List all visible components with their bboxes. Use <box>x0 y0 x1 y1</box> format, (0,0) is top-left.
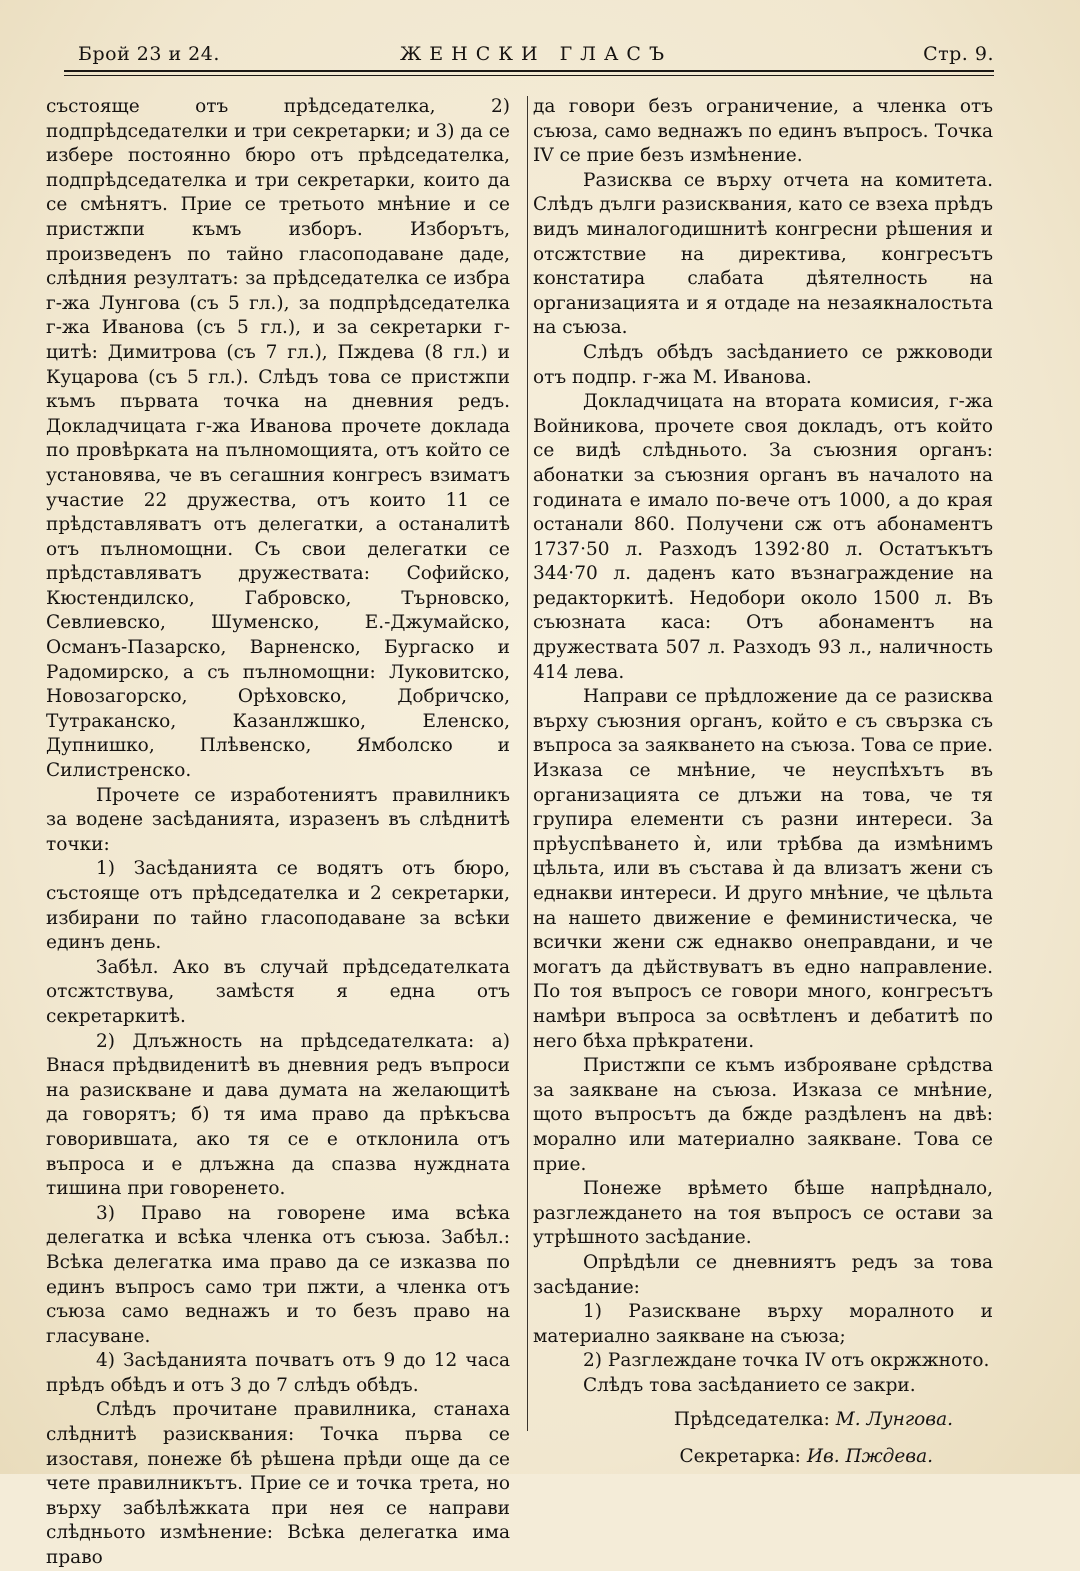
issue-number: Брой 23 и 24. <box>78 43 220 65</box>
header-rule-thick <box>64 70 994 72</box>
column-divider <box>527 96 528 1431</box>
paragraph: 3) Право на говорене има всѣка делегатка и всѣка членка отъ съюза. Забѣл.: Всѣка делегатка има право да се изказва по единъ въпросъ само три пжти, а членка отъ съюза само веднажъ и то безъ право на гласуване. <box>46 1202 510 1347</box>
paragraph: 1) Разискване върху моралното и материално заякване на съюза; <box>533 1301 993 1347</box>
paragraph: Разисква се върху отчета на комитета. Слѣдъ дълги разисквания, като се взеха прѣдъ видъ миналогодишнитѣ конгресни рѣшения и отсжтствие на директива, конгресътъ констатира слабата дѣятелность на организацията и я отдаде на незаякналостьта на съюза. <box>533 169 993 339</box>
chair-signature <box>533 1408 993 1433</box>
paragraph: Слѣдъ прочитане правилника, станаха слѣднитѣ разисквания: Точка първа се изоставя, понеже бѣ рѣшена прѣди още да се чете правилникътъ. Прие се и точка трета, но върху забѣлѣжката при нея се направи слѣдньото измѣнение: Всѣка делегатка има право <box>46 1399 510 1569</box>
left-column <box>46 95 510 1571</box>
paragraph: Направи се прѣдложение да се разисква върху съюзния органъ, който е съ свързка съ въпроса за заякването на съюза. Това се прие. Изказа се мнѣние, че неуспѣхътъ въ организацията се длъжи на това, че тя групира елементи съ разни интереси. За прѣуспѣването ѝ, или трѣбва да измѣнимъ цѣльта, или въ състава ѝ да влизатъ жени съ еднакви интереси. И друго мнѣние, че цѣльта на нашето движение е феминистическа, че всички жени сж еднакво онеправдани, и че могатъ да дѣйствуватъ въ едно направление. По тоя въпросъ се говори много, конгресътъ намѣри въпроса за освѣтленъ и дебатитѣ по него бѣха прѣкратени. <box>533 686 993 1052</box>
paragraph: Понеже врѣмето бѣше напрѣднало, разглеждането на тоя въпросъ се остави за утрѣшното засѣдание. <box>533 1178 993 1249</box>
paragraph: Слѣдъ това засѣданието се закри. <box>583 1374 916 1396</box>
page-header <box>78 40 994 66</box>
paragraph: Пристжпи се къмъ изброяване срѣдства за заякване на съюза. Изказа се мнѣние, щото въпросътъ да бжде раздѣленъ на двѣ: морално или материално заякване. Това се прие. <box>533 1055 993 1175</box>
secretary-label: Секретарка: <box>679 1446 801 1468</box>
right-column <box>533 95 993 1470</box>
chair-name: М. Лунгова. <box>835 1409 953 1431</box>
paragraph: 2) Длъжность на прѣдседателката: а) Внася прѣдвиденитѣ въ дневния редъ въпроси на разискване и дава думата на желающитѣ да говорятъ; б) тя има право да прѣкъсва говорившата, ако тя се е отклонила отъ въпроса и е длъжна да спазва нуждната тишина при говоренето. <box>46 1030 510 1200</box>
paragraph: 4) Засѣданията почватъ отъ 9 до 12 часа прѣдъ обѣдъ и отъ 3 до 7 слѣдъ обѣдъ. <box>46 1350 510 1396</box>
paragraph: състояще отъ прѣдседателка, 2) подпрѣдседателки и три секретарки; и 3) да се избере постоянно бюро отъ прѣдседателка, подпрѣдседателка и три секретарки, които да се смѣнятъ. Прие се третьото мнѣние и се пристжпи къмъ изборъ. Изборътъ, произведенъ по тайно гласоподаване даде, слѣдния резултатъ: за прѣдседателка се избра г-жа Лунгова (съ 5 гл.), за подпрѣдседателка г-жа Иванова (съ 5 гл.), и за секретарки г-цитѣ: Димитрова (съ 7 гл.), Пждева (8 гл.) и Куцарова (съ 5 гл.). Слѣдъ това се пристжпи къмъ първата точка на дневния редъ. Докладчицата г-жа Иванова прочете доклада по провѣрката на пълномощията, отъ който се установява, че въ сегашния конгресъ взиматъ участие 22 дружества, отъ които 11 се прѣдставляватъ отъ делегатки, а останалитѣ отъ пълномощни. Съ свои делегатки се прѣдставляватъ дружествата: Софийско, Кюстендилско, Габровско, Търновско, Севлиевско, Шуменско, Е.-Джумайско, Османъ-Пазарско, Варненско, Бургаско и Радомирско, а съ пълномощни: Луковитско, Новозагорско, Орѣховско, Добричско, Тутраканско, Казанлжшко, Еленско, Дупнишко, Плѣвенско, Ямболско и Силистренско. <box>46 96 510 782</box>
newspaper-title: ЖЕНСКИ ГЛАСЪ <box>399 43 673 65</box>
secretary-name: Ив. Пждева. <box>806 1446 933 1468</box>
paragraph: Опрѣдѣли се дневниятъ редъ за това засѣдание: <box>533 1251 993 1298</box>
paragraph: 2) Разглеждане точка IV отъ окржжното. <box>583 1350 990 1372</box>
page-number: Стр. 9. <box>923 43 994 65</box>
paragraph: Слѣдъ обѣдъ засѣданието се ржководи отъ подпр. г-жа М. Иванова. <box>533 341 993 388</box>
header-rule-thin <box>64 75 994 76</box>
paragraph: Докладчицата на втората комисия, г-жа Войникова, прочете своя докладъ, отъ който се видѣ слѣдньото. За съюзния органъ: абонатки за съюзния органъ въ началото на годината е имало по-вече отъ 1000, а до края останали 860. Получени сж отъ абонаментъ 1737·50 л. Разходъ 1392·80 л. Остатъкътъ 344·70 л. даденъ като възнаграждение на редакторкитѣ. Недобори около 1500 л. Въ съюзната каса: Отъ абонаментъ на дружествата 507 л. Разходъ 93 л., наличность 414 лева. <box>533 391 993 683</box>
paragraph: да говори безъ ограничение, а членка отъ съюза, само веднажъ по единъ въпросъ. Точка IV се прие безъ измѣнение. <box>533 96 993 167</box>
chair-label: Прѣдседателка: <box>673 1409 830 1431</box>
paragraph: 1) Засѣданията се водятъ отъ бюро, състояще отъ прѣдседателка и 2 секретарки, избирани по тайно гласоподаване за всѣки единъ день. <box>46 858 510 954</box>
secretary-signature <box>533 1445 993 1470</box>
paragraph: Забѣл. Ако въ случай прѣдседателката отсжтствува, замѣстя я една отъ секретаркитѣ. <box>46 956 510 1027</box>
paragraph: Прочете се изработениятъ правилникъ за водене засѣданията, изразенъ въ слѣднитѣ точки: <box>46 784 510 855</box>
